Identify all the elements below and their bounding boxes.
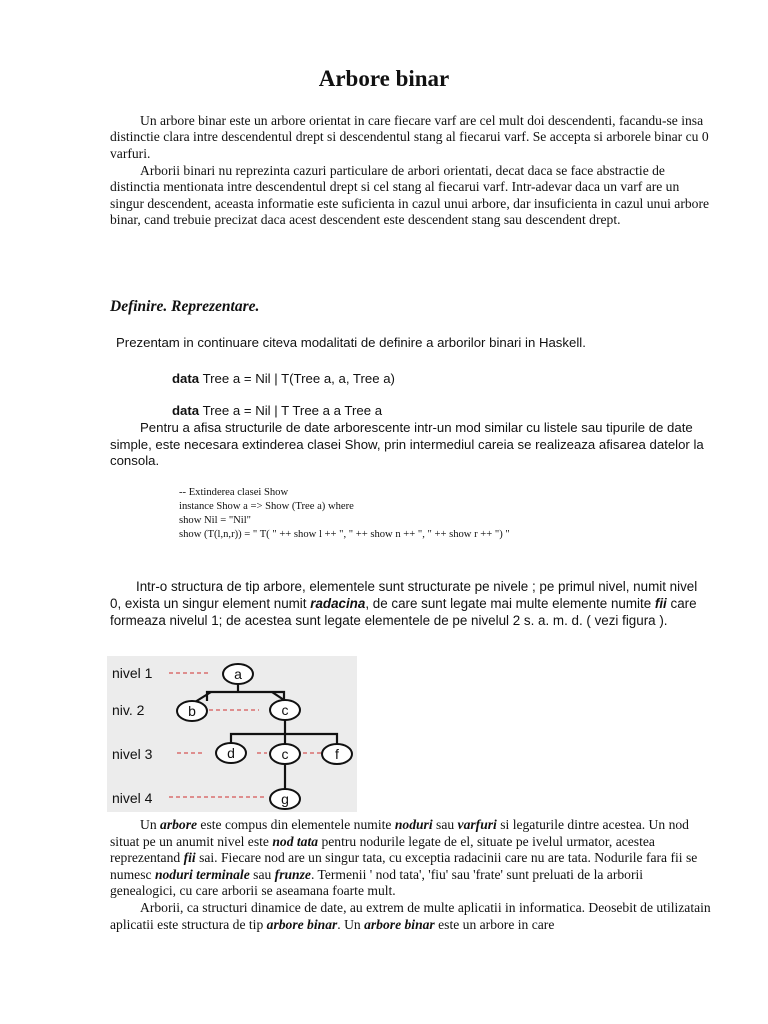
text-run: pentru nodurile legate de el, situate pe ivelul urmator, acestea reprezentand (110, 833, 655, 866)
code-line: show Nil = "Nil" (179, 515, 252, 526)
data-definition-2 (172, 403, 382, 418)
text-run: Un (140, 817, 161, 832)
code-line: -- Extinderea clasei Show (179, 487, 289, 498)
show-paragraph: Pentru a afisa structurile de date arborescente intr-un mod similar cu listele sau tipurile de date simple, este necesara extinderea clasei Show, prin intermediul careia se realizeaza afisarea datelor la consola. (110, 420, 704, 468)
term: arbore binar (266, 916, 338, 932)
node-label: f (335, 746, 339, 762)
node-label: g (281, 791, 289, 807)
term: arbore binar (364, 916, 435, 932)
text-run: sau (249, 866, 275, 882)
text-run: , de care sunt legate mai multe elemente numite (365, 596, 655, 612)
data-keyword: data (172, 371, 200, 386)
term: fii (183, 850, 196, 866)
applications-paragraph (110, 900, 712, 933)
text-run: . Termenii ' nod tata', 'fiu' sau 'frate' sunt preluati de la arborii genealogici, cu care arborii se aseamana foarte mult. (110, 866, 644, 899)
code-line: show (T(l,n,r)) = " T( " ++ show l ++ ", " ++ show n ++ ", " ++ show r ++ ") " (179, 529, 510, 540)
node-label: d (227, 745, 235, 761)
tree-diagram (107, 656, 357, 812)
levels-paragraph (110, 578, 712, 630)
haskell-intro: Prezentam in continuare citeva modalitati de definire a arborilor binari in Haskell. (116, 335, 586, 350)
text-run: Arborii, ca structuri dinamice de date, au extrem de multe aplicatii in informatica. Deosebit de utilizatain aplicatii este structura de tip (110, 900, 711, 932)
node-label: c (281, 702, 289, 718)
edge (272, 692, 284, 700)
text-run: sai. Fiecare nod are un singur tata, cu exceptia radacinii care nu are tata. Nodurile fara fii se numesc (110, 850, 698, 882)
term: noduri terminale (154, 866, 250, 882)
tree-nodes (177, 664, 352, 809)
data-keyword: data (172, 403, 200, 418)
term: arbore (160, 817, 198, 832)
tree-edges (195, 684, 337, 790)
section-heading: Definire. Reprezentare. (110, 298, 260, 315)
term: frunze (274, 866, 311, 882)
term: nod tata (272, 833, 319, 849)
edge (195, 692, 211, 702)
level-label: niv. 2 (112, 702, 145, 718)
level-label: nivel 1 (112, 665, 153, 681)
node-label: b (188, 703, 196, 719)
level-label: nivel 4 (112, 790, 153, 806)
text-run: care formeaza nivelul 1; de acestea sunt legate elementele de pe nivelul 2 s. a. m. d. ( vezi figura ). (110, 596, 697, 629)
intro-paragraph-2: Arborii binari nu reprezinta cazuri particulare de arbori orientati, decat daca se face abstractie de distinctia mentionata intre descendentul drept si cel stang al fiecarui varf. Intr-adevar daca un varf are un singur descendent, aceasta informatie este suficienta in cazul unui arbore, dar insuficienta in cazul unui arbore binar, cand trebuie precizat daca acest descendent este descendent stang sau descendent drept. (110, 163, 710, 227)
text-run: si legaturile dintre acestea. Un nod situat pe un anumit nivel este (110, 817, 689, 849)
intro-paragraph-1: Un arbore binar este un arbore orientat in care fiecare varf are cel mult doi descendenti, facandu-se insa distinctie clara intre descendentul drept si descendentul stang al fiecarui varf. Se accepta si arborele binar cu 0 varfuri. (110, 113, 709, 161)
text-run: este compus din elementele numite (197, 817, 395, 832)
code-line: instance Show a => Show (Tree a) where (179, 501, 354, 512)
text-run: este un arbore in care (434, 916, 555, 932)
term-radacina: radacina (310, 596, 366, 612)
term: varfuri (457, 817, 497, 832)
nodes-paragraph (110, 817, 712, 900)
data-definition-1 (172, 371, 395, 386)
tree-node-labels (188, 666, 339, 807)
definition-text: Tree a = Nil | T(Tree a, a, Tree a) (202, 371, 395, 386)
page-title: Arbore binar (318, 66, 450, 91)
tree-figure (107, 656, 357, 812)
text-run: sau (432, 817, 458, 832)
node-label: c (281, 746, 289, 762)
term-fii: fii (654, 596, 667, 612)
node-label: a (234, 666, 242, 682)
text-run: . Un (337, 916, 365, 932)
text-run: Intr-o structura de tip arbore, elementele sunt structurate pe nivele ; pe primul nivel, numit nivel 0, exista un singur element numit (110, 579, 698, 612)
code-block (179, 486, 510, 542)
level-label: nivel 3 (112, 746, 153, 762)
term: noduri (394, 817, 433, 832)
definition-text: Tree a = Nil | T Tree a a Tree a (202, 403, 383, 418)
